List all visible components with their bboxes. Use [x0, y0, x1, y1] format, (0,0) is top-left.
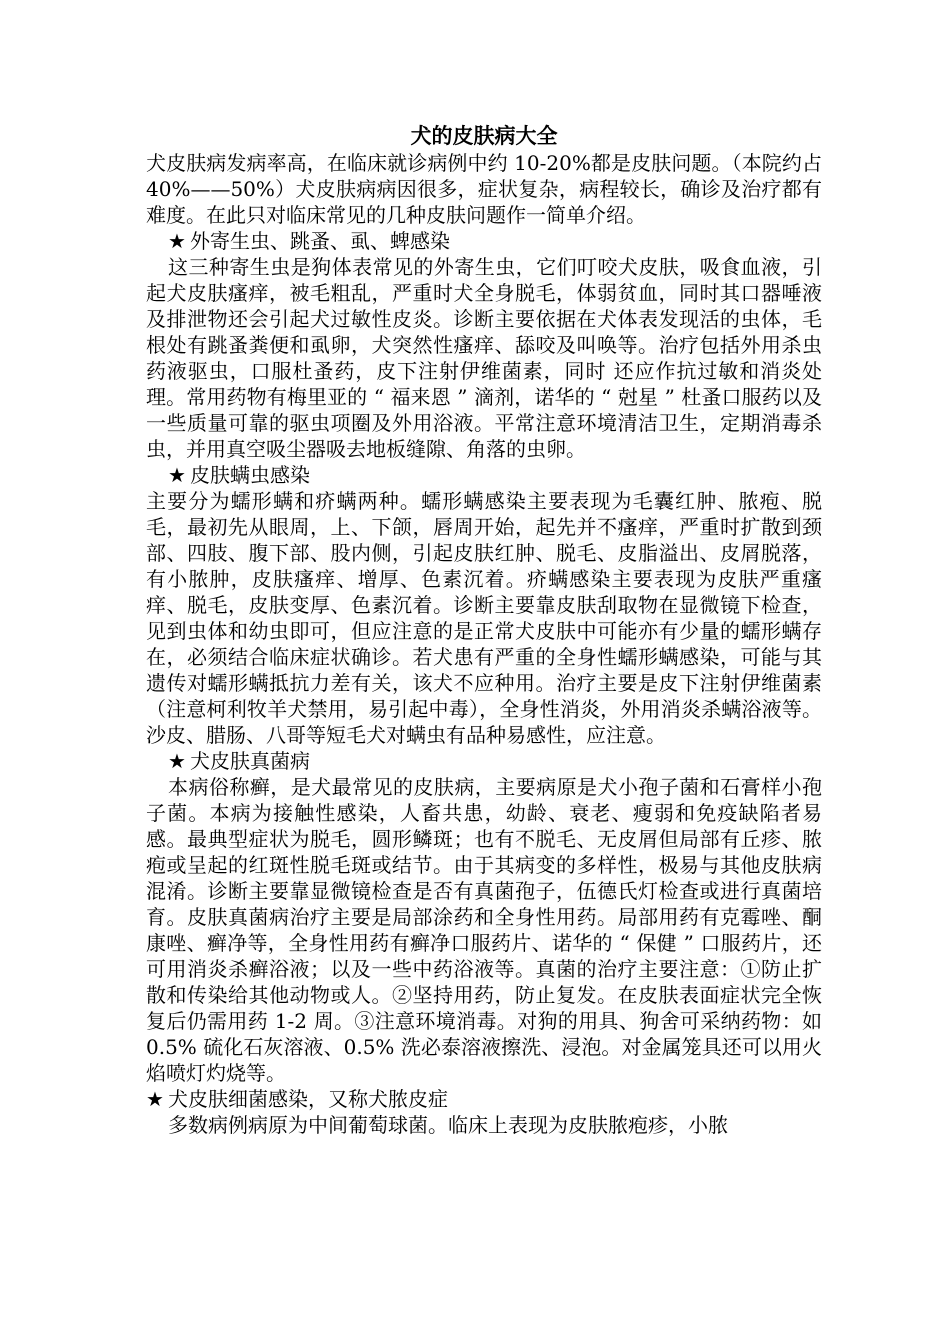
section-heading-bacterial [146, 1086, 822, 1112]
document-title: 犬的皮肤病大全 [410, 123, 558, 148]
star-icon: ★ [168, 463, 186, 487]
star-icon: ★ [168, 749, 186, 773]
document-page [146, 122, 822, 1138]
section-heading-fungal [146, 748, 822, 774]
section-heading-ectoparasites [146, 228, 822, 254]
section-heading-text: 外寄生虫、跳蚤、虱、蜱感染 [190, 229, 450, 253]
section-body-fungal: 本病俗称癣，是犬最常见的皮肤病，主要病原是犬小孢子菌和石膏样小孢子菌。本病为接触性感染，人畜共患，幼龄、衰老、瘦弱和免疫缺陷者易感。最典型症状为脱毛，圆形鳞斑；也有不脱毛、无皮屑但局部有丘疹、脓疱或呈起的红斑性脱毛斑或结节。由于其病变的多样性，极易与其他皮肤病混淆。诊断主要靠显微镜检查是否有真菌孢子，伍德氏灯检查或进行真菌培育。皮肤真菌病治疗主要是局部涂药和全身性用药。局部用药有克霉唑、酮康唑、癣净等，全身性用药有癣净口服药片、诺华的 “ 保健 ” 口服药片，还可用消炎杀癣浴液；以及一些中药浴液等。真菌的治疗主要注意：①防止扩散和传染给其他动物或人。②坚持用药，防止复发。在皮肤表面症状完全恢复后仍需用药 1-2 周。③注意环境消毒。对狗的用具、狗舍可采纳药物：如 0.5% 硫化石灰溶液、0.5% 洗必泰溶液擦洗、浸泡。对金属笼具还可以用火焰喷灯灼烧等。 [146, 775, 822, 1085]
star-icon: ★ [146, 1087, 164, 1111]
section-body-ectoparasites: 这三种寄生虫是狗体表常见的外寄生虫，它们叮咬犬皮肤，吸食血液，引起犬皮肤瘙痒，被毛粗乱，严重时犬全身脱毛，体弱贫血，同时其口器唾液及排泄物还会引起犬过敏性皮炎。诊断主要依据在犬体表发现活的虫体，毛根处有跳蚤粪便和虱卵，犬突然性瘙痒、舔咬及叫唤等。治疗包括外用杀虫药液驱虫，口服杜蚤药，皮下注射伊维菌素，同时 还应作抗过敏和消炎处理。常用药物有梅里亚的 “ 福来恩 ” 滴剂，诺华的 “ 尅星 ” 杜蚤口服药以及一些质量可靠的驱虫项圈及外用浴液。平常注意环境清洁卫生，定期消毒杀虫，并用真空吸尘器吸去地板缝隙、角落的虫卵。 [146, 255, 822, 461]
section-heading-mites [146, 462, 822, 488]
star-icon: ★ [168, 229, 186, 253]
section-heading-text: 皮肤螨虫感染 [190, 463, 310, 487]
section-heading-text: 犬皮肤细菌感染，又称犬脓皮症 [168, 1087, 448, 1111]
section-body-bacterial: 多数病例病原为中间葡萄球菌。临床上表现为皮肤脓疱疹，小脓 [168, 1113, 728, 1137]
section-body-mites: 主要分为蠕形螨和疥螨两种。蠕形螨感染主要表现为毛囊红肿、脓疱、脱毛，最初先从眼周，上、下颌，唇周开始，起先并不瘙痒，严重时扩散到颈部、四肢、腹下部、股内侧，引起皮肤红肿、脱毛、皮脂溢出、皮屑脱落，有小脓肿，皮肤瘙痒、增厚、色素沉着。疥螨感染主要表现为皮肤严重瘙痒、脱毛，皮肤变厚、色素沉着。诊断主要靠皮肤刮取物在显微镜下检查，见到虫体和幼虫即可，但应注意的是正常犬皮肤中可能亦有少量的蠕形螨存在，必须结合临床症状确诊。若犬患有严重的全身性蠕形螨感染，可能与其遗传对蠕形螨抵抗力差有关，该犬不应种用。治疗主要是皮下注射伊维菌素（注意柯利牧羊犬禁用，易引起中毒），全身性消炎，外用消炎杀螨浴液等。沙皮、腊肠、八哥等短毛犬对螨虫有品种易感性，应注意。 [146, 489, 822, 747]
intro-paragraph: 犬皮肤病发病率高，在临床就诊病例中约 10-20%都是皮肤问题。（本院约占 40%——50%）犬皮肤病病因很多，症状复杂，病程较长，确诊及治疗都有难度。在此只对临床常见的几种皮肤问题作一简单介绍。 [146, 151, 822, 227]
section-heading-text: 犬皮肤真菌病 [190, 749, 310, 773]
